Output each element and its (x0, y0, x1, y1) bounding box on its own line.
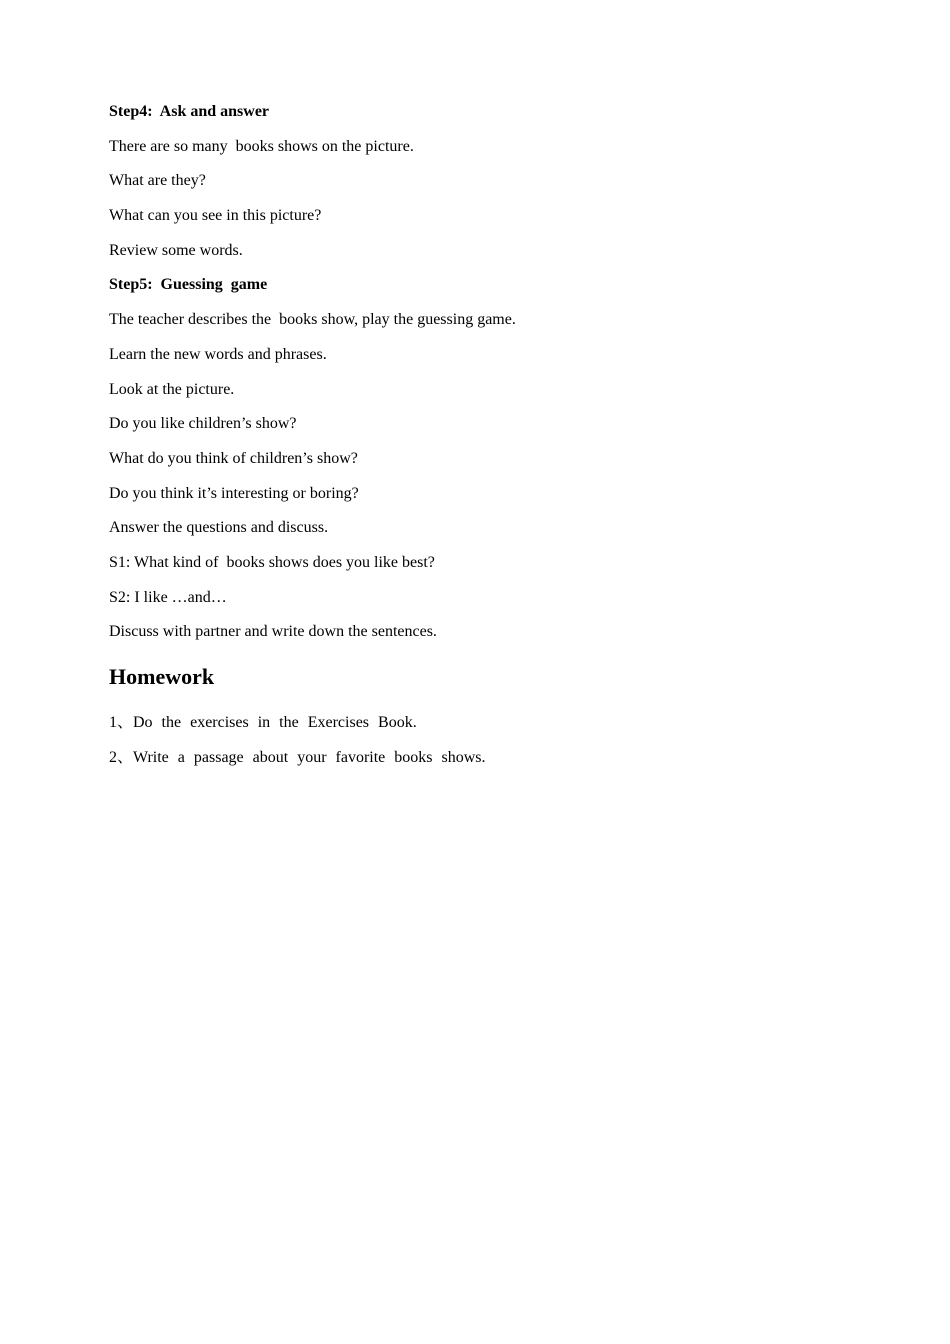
step5-line: What do you think of children’s show? (109, 449, 358, 467)
step5-line: Discuss with partner and write down the sentences. (109, 623, 437, 641)
step5-heading: Step5: Guessing game (109, 276, 268, 294)
step5-line: The teacher describes the books show, play the guessing game. (109, 311, 516, 329)
homework-heading: Homework (109, 664, 215, 690)
step5-line: Answer the questions and discuss. (109, 519, 329, 537)
step5-line: Do you think it’s interesting or boring? (109, 484, 359, 502)
step5-line: Learn the new words and phrases. (109, 345, 327, 363)
step5-line: S1: What kind of books shows does you like best? (109, 553, 435, 571)
step5-line: S2: I like …and… (109, 588, 227, 606)
step4-line: What are they? (109, 172, 206, 190)
homework-item: 2、Write a passage about your favorite books shows. (109, 749, 486, 766)
document-content (109, 101, 849, 782)
step4-line: What can you see in this picture? (109, 207, 322, 225)
step4-line: Review some words. (109, 241, 243, 259)
step4-heading: Step4: Ask and answer (109, 103, 270, 120)
step4-line: There are so many books shows on the picture. (109, 137, 414, 155)
homework-item: 1、Do the exercises in the Exercises Book. (109, 714, 417, 732)
step5-line: Look at the picture. (109, 380, 235, 398)
step5-line: Do you like children’s show? (109, 415, 297, 433)
